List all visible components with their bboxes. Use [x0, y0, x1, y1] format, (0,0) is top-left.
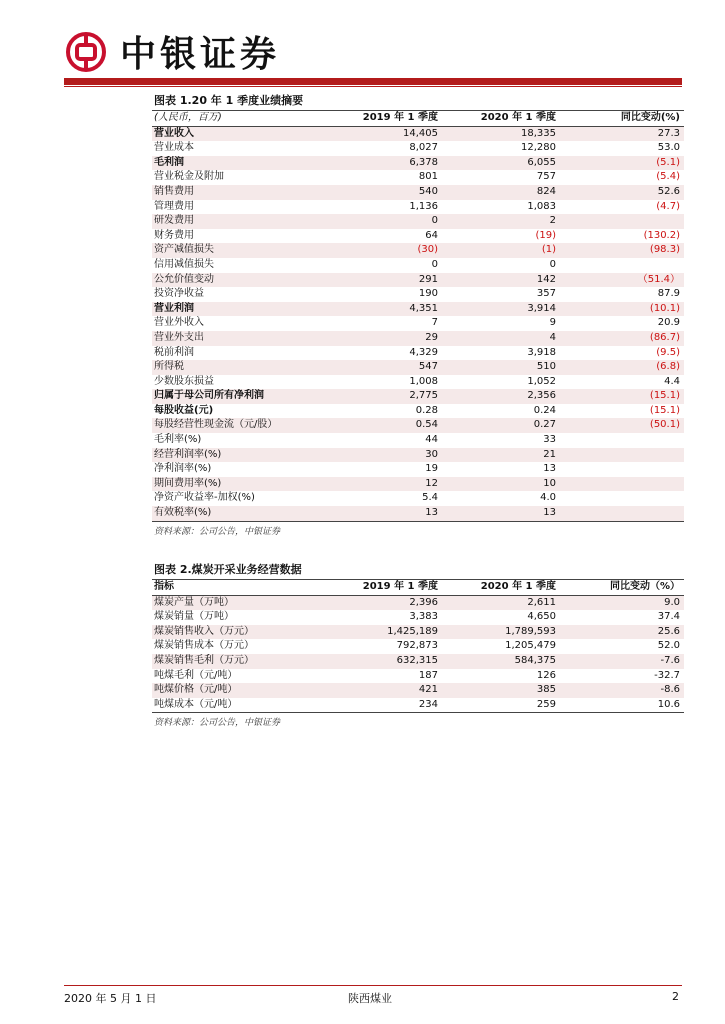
table2-row-label: 煤炭销售成本（万元） [154, 640, 254, 652]
table1-value-2019: 291 [320, 273, 442, 288]
table2 [152, 580, 684, 712]
table1-row [152, 229, 684, 244]
table2-col-2020: 2020 年 1 季度 [480, 581, 556, 592]
table1-value-2019: 29 [320, 331, 442, 346]
table2-row [152, 683, 684, 698]
table1-row [152, 491, 684, 506]
table2-value-change: -8.6 [560, 683, 684, 698]
table1-value-2019: (30) [320, 243, 442, 258]
table1-row-label: 公允价值变动 [152, 273, 320, 288]
table1-value-change [560, 448, 684, 463]
table2-value-change: 10.6 [657, 698, 680, 710]
table1-row [152, 462, 684, 477]
table1-title: 图表 1.20 年 1 季度业绩摘要 [152, 92, 684, 111]
table1-col-change: 同比变动(%) [620, 112, 680, 123]
table1-value-change: (130.2) [643, 229, 680, 241]
table1-value-2020: 4 [442, 331, 560, 346]
table1-row-label: 每股收益(元) [154, 404, 214, 416]
table1-value-2020: 357 [536, 288, 556, 300]
table2-value-2019: 2,396 [320, 595, 442, 610]
table2-col-metric: 指标 [154, 581, 174, 592]
table2-value-2019: 1,425,189 [320, 625, 442, 640]
table2-col-2019: 2019 年 1 季度 [362, 581, 438, 592]
table1-row-label: 营业收入 [152, 126, 320, 141]
table2-value-2019: 421 [320, 683, 442, 698]
table1-row-label: 营业利润 [152, 302, 320, 317]
table1-row [152, 346, 684, 361]
table1-row-label: 信用减值损失 [154, 258, 214, 270]
table2-value-2020: 259 [536, 698, 556, 710]
table1-value-change: (15.1) [649, 404, 680, 416]
table1-source: 资料来源：公司公告，中银证券 [152, 521, 684, 539]
table1-row-label: 资产减值损失 [152, 243, 320, 258]
table2-row [152, 654, 684, 669]
table1-value-2019: 6,378 [320, 156, 442, 171]
table1-row-label: 毛利润 [152, 156, 320, 171]
table1-col-2019: 2019 年 1 季度 [362, 112, 438, 123]
table1-value-2020: 3,914 [442, 302, 560, 317]
table1-header-row [152, 111, 684, 126]
table2-value-2019: 187 [418, 669, 438, 681]
table1-value-change: (5.1) [560, 156, 684, 171]
table1-value-change: 87.9 [657, 288, 680, 300]
table1-row-label: 经营利润率(%) [152, 448, 320, 463]
table1-row-label: 少数股东损益 [154, 375, 214, 387]
bank-of-china-logo-icon [66, 32, 106, 72]
table1-row [152, 214, 684, 229]
table2-value-2019: 3,383 [409, 611, 438, 623]
table1-value-2020: (19) [535, 229, 556, 241]
table1-value-2020: 142 [442, 273, 560, 288]
table1-value-change: (10.1) [560, 302, 684, 317]
footer-company: 陕西煤业 [348, 992, 392, 1005]
table1-value-2020: 6,055 [442, 156, 560, 171]
table1-value-change: 20.9 [657, 317, 680, 329]
table1-row [152, 170, 684, 185]
table1-value-change: 52.6 [560, 185, 684, 200]
table1-value-change [560, 491, 684, 506]
table1-value-2019: 190 [418, 288, 438, 300]
table1-col-2020: 2020 年 1 季度 [480, 112, 556, 123]
table1-row [152, 200, 684, 215]
table1-value-change: (9.5) [656, 346, 680, 358]
table1-row [152, 243, 684, 258]
table1-value-2019: 0.28 [415, 404, 438, 416]
table1-value-change: (98.3) [560, 243, 684, 258]
table1-value-2020: 757 [536, 171, 556, 183]
footer-rule [64, 985, 682, 986]
table1-value-2019: 0.54 [320, 418, 442, 433]
table2-value-2019: 792,873 [396, 640, 438, 652]
table1-value-2019: 4,329 [409, 346, 438, 358]
table2-row-label: 煤炭销售毛利（万元） [152, 654, 320, 669]
table2-value-change: -7.6 [560, 654, 684, 669]
table1-value-change [560, 214, 684, 229]
table1-row [152, 448, 684, 463]
table1-row [152, 389, 684, 404]
table1-value-2019: 0 [431, 258, 438, 270]
table1-value-2020: 0 [549, 258, 556, 270]
table1-row [152, 258, 684, 273]
table1-row [152, 418, 684, 433]
table1-value-2019: 13 [320, 506, 442, 521]
table1-row-label: 净利润率(%) [154, 463, 212, 475]
table1-value-2019: 0 [320, 214, 442, 229]
table1-value-change: (86.7) [560, 331, 684, 346]
table1-value-2020: 4.0 [540, 492, 556, 504]
table1-value-2020: 18,335 [442, 126, 560, 141]
table1-row-label: 净资产收益率-加权(%) [154, 492, 255, 504]
table1-row [152, 273, 684, 288]
header-rule-thin [64, 86, 682, 87]
table2-value-change: -32.7 [654, 669, 680, 681]
table2-value-2020: 126 [536, 669, 556, 681]
table1-row [152, 375, 684, 390]
table1-row-label: 毛利率(%) [154, 434, 202, 446]
table2-row-label: 吨煤毛利（元/吨） [154, 669, 238, 681]
table1-row-label: 销售费用 [152, 185, 320, 200]
table1-section [152, 92, 684, 539]
table2-row-label: 吨煤成本（元/吨） [154, 698, 238, 710]
table1-value-2020: 9 [549, 317, 556, 329]
table1-row-label: 营业税金及附加 [154, 171, 224, 183]
table1-value-2020: 13 [543, 463, 556, 475]
table1-row [152, 477, 684, 492]
table1-value-change [560, 477, 684, 492]
table1-row-label: 有效税率(%) [152, 506, 320, 521]
table1-value-2019: 44 [425, 434, 438, 446]
table1-row [152, 126, 684, 141]
table1-value-2020: 1,083 [527, 200, 556, 212]
footer-date: 2020 年 5 月 1 日 [64, 992, 157, 1005]
table2-section [152, 561, 684, 730]
table2-value-change: 37.4 [657, 611, 680, 623]
table1-value-2019: 540 [320, 185, 442, 200]
table1-row [152, 316, 684, 331]
table1-value-2020: 21 [442, 448, 560, 463]
table1-value-2020: 2,356 [442, 389, 560, 404]
table1-row [152, 185, 684, 200]
table1-row-label: 归属于母公司所有净利润 [152, 389, 320, 404]
table1-value-change: 53.0 [657, 142, 680, 154]
table2-col-change: 同比变动（%） [609, 581, 680, 592]
table1-value-2019: 5.4 [422, 492, 438, 504]
table1-value-2019: 547 [320, 360, 442, 375]
table2-value-2020: 1,789,593 [442, 625, 560, 640]
table1-value-2020: 13 [442, 506, 560, 521]
table1-value-2020: 12,280 [521, 142, 556, 154]
table1-row [152, 433, 684, 448]
table1-value-2019: 30 [320, 448, 442, 463]
header-rule [64, 78, 682, 85]
table2-title: 图表 2.煤炭开采业务经营数据 [152, 561, 684, 580]
table1-row-label: 税前利润 [154, 346, 194, 358]
table1-value-change: 4.4 [664, 375, 680, 387]
table2-source: 资料来源：公司公告，中银证券 [152, 712, 684, 730]
table1-row [152, 287, 684, 302]
table2-row [152, 625, 684, 640]
table1-row-label: 营业成本 [154, 142, 194, 154]
table1-row-label: 营业外收入 [154, 317, 204, 329]
table1-value-2020: 2 [442, 214, 560, 229]
table1-value-2019: 14,405 [320, 126, 442, 141]
table1-value-change: (50.1) [560, 418, 684, 433]
table1-value-change: (5.4) [656, 171, 680, 183]
table1-row [152, 331, 684, 346]
table1-row-label: 每股经营性现金流（元/股） [152, 418, 320, 433]
table1-row [152, 506, 684, 521]
table1-value-change: （51.4） [560, 273, 684, 288]
table1-row-label: 管理费用 [154, 200, 194, 212]
footer-page-number: 2 [672, 990, 679, 1003]
table1-value-change: (6.8) [560, 360, 684, 375]
table2-row [152, 595, 684, 610]
table1-value-change: (15.1) [560, 389, 684, 404]
table1-value-2020: 10 [442, 477, 560, 492]
table1-value-2020: 0.24 [533, 404, 556, 416]
table1-value-change [560, 258, 684, 273]
table1-value-2019: 4,351 [320, 302, 442, 317]
table1-value-2020: 0.27 [442, 418, 560, 433]
table2-value-2020: 1,205,479 [505, 640, 556, 652]
table2-header-row [152, 580, 684, 595]
table2-value-2020: 584,375 [442, 654, 560, 669]
table2-row [152, 610, 684, 625]
table1-value-change [560, 433, 684, 448]
table2-row [152, 639, 684, 654]
table1-value-2019: 1,136 [409, 200, 438, 212]
brand-name: 中银证券 [120, 33, 281, 75]
table1-value-change: 27.3 [560, 126, 684, 141]
table1-value-2020: 510 [442, 360, 560, 375]
table1-row [152, 302, 684, 317]
table1-value-2019: 8,027 [409, 142, 438, 154]
table2-row [152, 698, 684, 713]
table1-value-2020: 1,052 [527, 375, 556, 387]
table1-value-2019: 19 [425, 463, 438, 475]
table1-row-label: 营业外支出 [152, 331, 320, 346]
table1-value-2020: 33 [543, 434, 556, 446]
table2-value-2020: 385 [442, 683, 560, 698]
table1-body [152, 126, 684, 521]
table1-value-2019: 801 [418, 171, 438, 183]
table1-value-2019: 7 [431, 317, 438, 329]
table1-value-2019: 12 [320, 477, 442, 492]
table1-row [152, 360, 684, 375]
table1-row [152, 404, 684, 419]
table1-value-2020: (1) [442, 243, 560, 258]
table1-value-2020: 824 [442, 185, 560, 200]
table2-body [152, 595, 684, 712]
table1-value-change [560, 462, 684, 477]
report-header [64, 28, 684, 76]
table2-value-2019: 234 [418, 698, 438, 710]
table2-row [152, 669, 684, 684]
table1-row-label: 研发费用 [152, 214, 320, 229]
table1-value-change: (4.7) [656, 200, 680, 212]
table2-row-label: 煤炭销售收入（万元） [152, 625, 320, 640]
table1-value-2019: 64 [425, 229, 438, 241]
table2-row-label: 吨煤价格（元/吨） [152, 683, 320, 698]
table1-col-unit: (人民币，百万) [154, 112, 222, 123]
table1-value-change [560, 506, 684, 521]
table2-value-2020: 2,611 [442, 595, 560, 610]
table1-value-2020: 3,918 [527, 346, 556, 358]
table1-value-2019: 2,775 [320, 389, 442, 404]
table1 [152, 111, 684, 521]
table1-row-label: 所得税 [152, 360, 320, 375]
table1-row-label: 期间费用率(%) [152, 477, 320, 492]
table1-row-label: 财务费用 [154, 229, 194, 241]
table2-row-label: 煤炭销量（万吨） [154, 611, 234, 623]
table1-row [152, 156, 684, 171]
table2-row-label: 煤炭产量（万吨） [152, 595, 320, 610]
table2-value-change: 9.0 [560, 595, 684, 610]
table2-value-change: 25.6 [560, 625, 684, 640]
table1-row-label: 投资净收益 [154, 288, 204, 300]
table2-value-change: 52.0 [657, 640, 680, 652]
table1-value-2019: 1,008 [409, 375, 438, 387]
table2-value-2020: 4,650 [527, 611, 556, 623]
table2-value-2019: 632,315 [320, 654, 442, 669]
table1-row [152, 141, 684, 156]
